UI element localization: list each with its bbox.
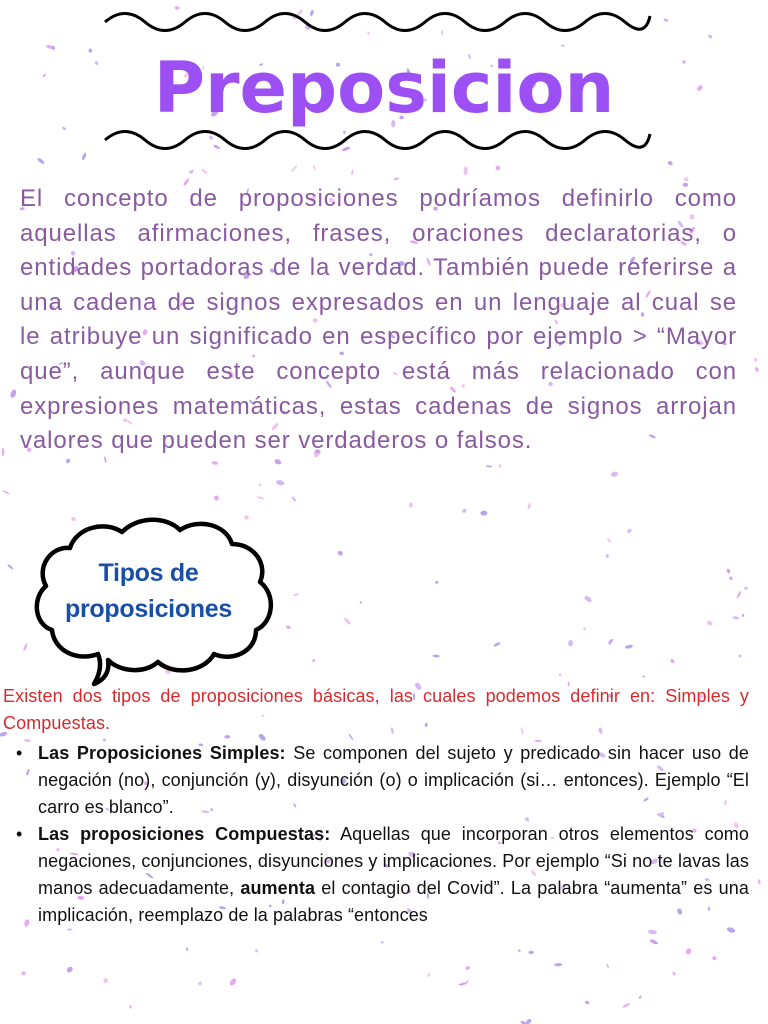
confetti-dot bbox=[667, 160, 673, 166]
bubble-heading-line2: proposiciones bbox=[65, 595, 232, 623]
confetti-dot bbox=[685, 948, 692, 956]
confetti-dot bbox=[606, 537, 611, 542]
wave-bottom-divider bbox=[100, 118, 655, 168]
confetti-dot bbox=[758, 879, 761, 885]
wave-top-divider bbox=[100, 0, 655, 50]
confetti-dot bbox=[465, 965, 471, 971]
confetti-dot bbox=[291, 496, 297, 502]
confetti-dot bbox=[286, 625, 291, 629]
confetti-dot bbox=[258, 483, 262, 487]
confetti-dot bbox=[198, 981, 202, 985]
confetti-dot bbox=[461, 508, 467, 514]
term-simple: Las Proposiciones Simples: bbox=[38, 743, 286, 763]
confetti-dot bbox=[432, 654, 440, 657]
confetti-dot bbox=[274, 458, 282, 465]
confetti-dot bbox=[583, 595, 592, 603]
bubble-heading-line1: Tipos de bbox=[98, 559, 199, 587]
confetti-dot bbox=[706, 620, 713, 627]
confetti-dot bbox=[669, 658, 675, 664]
confetti-dot bbox=[435, 580, 439, 584]
confetti-dot bbox=[312, 659, 316, 663]
confetti-dot bbox=[610, 471, 618, 478]
confetti-dot bbox=[528, 951, 533, 954]
confetti-dot bbox=[26, 769, 31, 776]
bubble-heading bbox=[36, 555, 261, 627]
bullet-icon: • bbox=[16, 824, 23, 845]
list-item-simple bbox=[16, 740, 749, 820]
confetti-dot bbox=[622, 1002, 631, 1008]
list-item-compound bbox=[16, 821, 750, 928]
confetti-dot bbox=[337, 550, 344, 557]
confetti-dot bbox=[427, 973, 431, 978]
confetti-dot bbox=[754, 358, 758, 363]
confetti-dot bbox=[381, 941, 384, 944]
confetti-dot bbox=[359, 601, 362, 604]
confetti-dot bbox=[351, 169, 355, 176]
types-list bbox=[16, 740, 750, 930]
confetti-dot bbox=[498, 464, 502, 469]
confetti-dot bbox=[343, 617, 352, 626]
confetti-dot bbox=[755, 367, 760, 373]
confetti-dot bbox=[493, 641, 501, 647]
confetti-dot bbox=[567, 639, 573, 646]
confetti-dot bbox=[732, 616, 739, 620]
confetti-dot bbox=[648, 929, 658, 935]
confetti-dot bbox=[738, 654, 742, 658]
page-title: Preposicion bbox=[153, 47, 615, 129]
confetti-dot bbox=[712, 955, 718, 961]
confetti-dot bbox=[649, 939, 658, 946]
confetti-dot bbox=[21, 971, 26, 975]
confetti-dot bbox=[707, 34, 713, 39]
confetti-dot bbox=[626, 528, 632, 534]
confetti-dot bbox=[744, 587, 748, 590]
definition-compound-emphasis: aumenta bbox=[240, 877, 316, 898]
confetti-dot bbox=[393, 177, 399, 181]
definition-compound-end: el contagio del Covid”. La palabra “aumenta” es una implicación, reemplazo de la palabras “entonces bbox=[38, 877, 749, 925]
confetti-dot bbox=[458, 982, 467, 986]
confetti-dot bbox=[584, 1000, 589, 1005]
confetti-dot bbox=[2, 490, 10, 495]
confetti-dot bbox=[255, 949, 258, 953]
confetti-dot bbox=[518, 949, 522, 953]
confetti-dot bbox=[257, 496, 265, 500]
bullet-icon: • bbox=[16, 743, 23, 763]
confetti-dot bbox=[663, 18, 668, 22]
confetti-dot bbox=[66, 966, 74, 974]
confetti-dot bbox=[293, 593, 300, 596]
confetti-dot bbox=[7, 564, 14, 570]
confetti-dot bbox=[37, 157, 46, 165]
confetti-dot bbox=[684, 177, 689, 181]
confetti-dot bbox=[81, 152, 87, 161]
confetti-dot bbox=[188, 169, 194, 174]
types-intro-paragraph: Existen dos tipos de proposiciones básicas, las cuales podemos definir en: Simples y Compuestas. bbox=[3, 686, 749, 733]
confetti-dot bbox=[214, 495, 220, 501]
confetti-dot bbox=[480, 510, 487, 515]
confetti-dot bbox=[211, 461, 218, 465]
confetti-dot bbox=[642, 675, 645, 678]
confetti-dot bbox=[276, 479, 285, 486]
confetti-dot bbox=[638, 995, 642, 1000]
confetti-dot bbox=[486, 465, 493, 468]
confetti-dot bbox=[672, 971, 676, 976]
confetti-dot bbox=[583, 627, 586, 630]
confetti-dot bbox=[736, 590, 742, 599]
confetti-dot bbox=[9, 389, 17, 399]
definition-simple: Se componen del sujeto y predicado sin hacer uso de negación (no), conjunción (y), disyunción (o) o implicación (si… entonces). Ejemplo “El carro es blanco”. bbox=[38, 743, 749, 817]
confetti-dot bbox=[527, 503, 531, 510]
confetti-dot bbox=[742, 614, 745, 617]
confetti-dot bbox=[2, 448, 5, 457]
confetti-dot bbox=[201, 168, 209, 175]
confetti-dot bbox=[606, 963, 609, 968]
confetti-dot bbox=[229, 977, 238, 986]
confetti-dot bbox=[103, 978, 109, 984]
definition-compound-start: Aquellas que incorporan otros elementos como negaciones, conjunciones, disyunciones y implicaciones. Por ejemplo “Si no te lavas las manos adecuadamente, bbox=[38, 824, 750, 898]
confetti-dot bbox=[24, 739, 31, 743]
confetti-dot bbox=[625, 644, 634, 649]
confetti-dot bbox=[409, 502, 414, 508]
confetti-dot bbox=[554, 963, 562, 966]
confetti-dot bbox=[729, 576, 733, 581]
confetti-dot bbox=[558, 673, 561, 676]
confetti-dot bbox=[186, 947, 189, 951]
term-compound: Las proposiciones Compuestas: bbox=[38, 824, 331, 845]
confetti-dot bbox=[24, 919, 30, 927]
intro-paragraph: El concepto de proposiciones podríamos definirlo como aquellas afirmaciones, frases, oraciones declaratorias, o entidades portadoras de la verdad. También puede referirse a una cadena de signos expresados en un lenguaje al cual se le atribuye un significado en específico por ejemplo > “Mayor que”, aunque este concepto está más relacionado con expresiones matemáticas, estas cadenas de signos arrojan valores que pueden ser verdaderos o falsos. bbox=[20, 185, 737, 455]
confetti-dot bbox=[726, 568, 731, 574]
confetti-dot bbox=[129, 1005, 132, 1009]
confetti-dot bbox=[605, 554, 609, 559]
confetti-dot bbox=[607, 638, 613, 645]
